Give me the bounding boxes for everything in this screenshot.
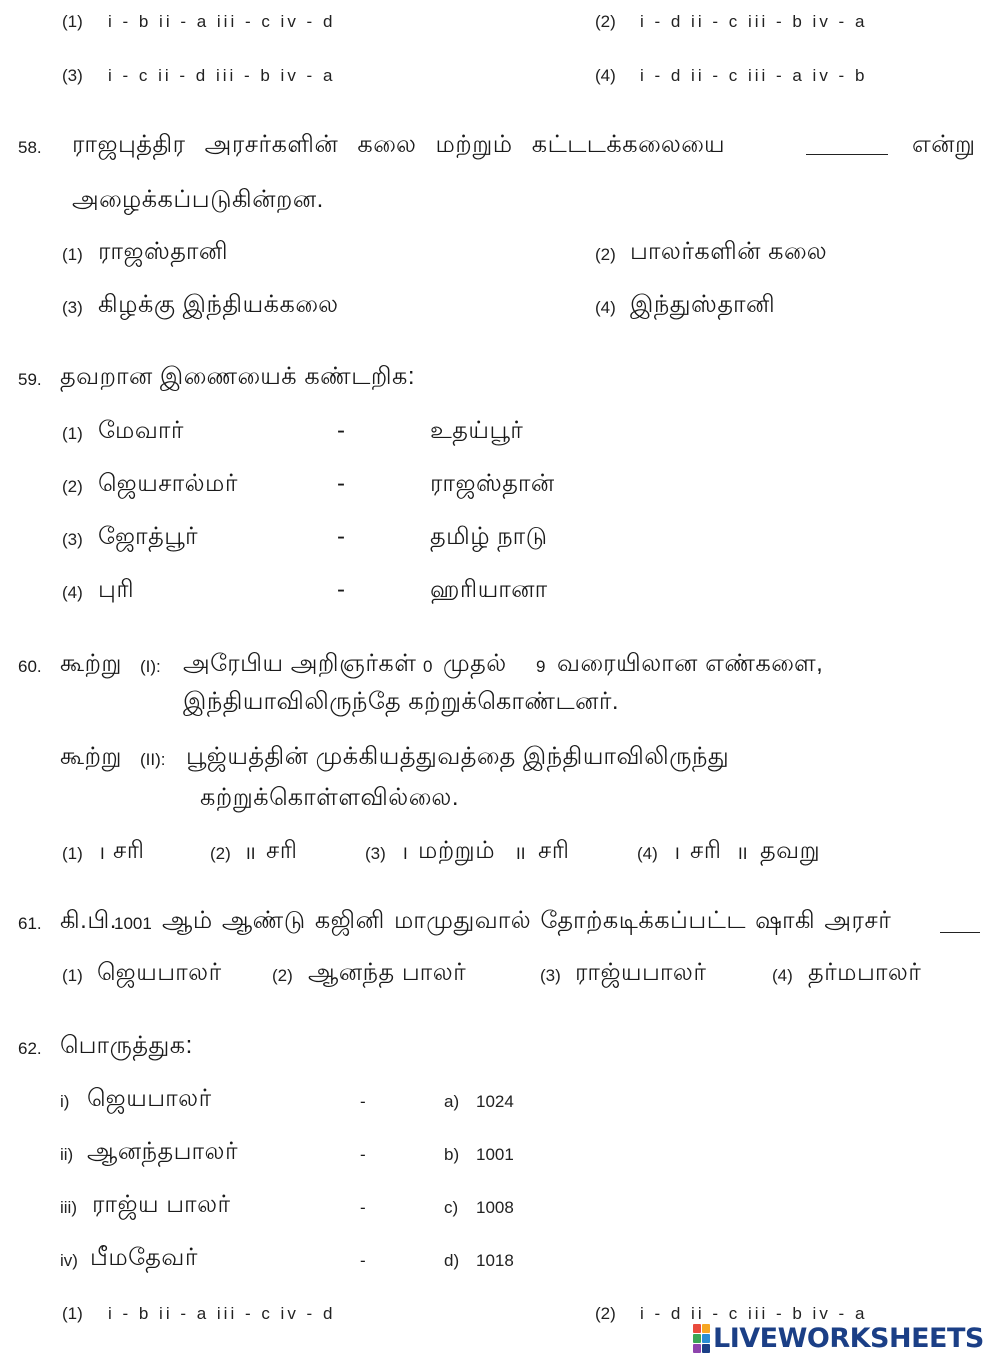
statement-2-line2: கற்றுக்கொள்ளவில்லை. xyxy=(200,784,460,811)
option-number: (4) xyxy=(595,66,616,85)
option-number: (2) xyxy=(62,477,83,496)
option-number: (1) xyxy=(62,844,83,863)
option-roman: II xyxy=(738,844,748,863)
option-text: மற்றும் xyxy=(418,837,496,864)
pair-dash: - xyxy=(337,470,346,497)
pair-dash: - xyxy=(337,523,346,550)
option-roman: I xyxy=(403,844,408,863)
option-roman: II xyxy=(516,844,526,863)
option-2[interactable]: ஆனந்த பாலர் xyxy=(308,959,467,986)
option-roman: I xyxy=(675,844,680,863)
option-4[interactable]: தர்மபாலர் xyxy=(808,959,922,986)
question-text-end: என்று xyxy=(912,131,976,158)
option-number: (4) xyxy=(772,966,793,985)
statement-label: கூற்று xyxy=(60,650,122,677)
match-left: பீமதேவர் xyxy=(90,1244,198,1271)
match-dash: - xyxy=(360,1198,366,1217)
option-number: (3) xyxy=(62,298,83,317)
statement-2-text: பூஜ்யத்தின் முக்கியத்துவத்தை இந்தியாவிலிருந்து xyxy=(186,743,730,770)
question-year: 1001 xyxy=(114,914,152,933)
option-number: (2) xyxy=(272,966,293,985)
row-index: i) xyxy=(60,1092,70,1111)
match-left: ராஜ்ய பாலர் xyxy=(92,1191,231,1218)
match-year: 1001 xyxy=(476,1145,514,1164)
match-year: 1008 xyxy=(476,1198,514,1217)
statement-1-number: 9 xyxy=(536,657,546,676)
option-roman: II xyxy=(246,844,256,863)
match-key: b) xyxy=(444,1145,460,1164)
option-number: (3) xyxy=(62,66,83,85)
option-number: (1) xyxy=(62,245,83,264)
option-number: (1) xyxy=(62,966,83,985)
option-number: (1) xyxy=(62,1304,83,1323)
row-index: iii) xyxy=(60,1198,77,1217)
answer-blank xyxy=(940,932,980,933)
match-dash: - xyxy=(360,1092,366,1111)
liveworksheets-logo-icon xyxy=(693,1324,709,1352)
question-text: ராஜபுத்திர அரசர்களின் கலை மற்றும் கட்டடக்கலையை xyxy=(72,131,726,158)
match-year: 1024 xyxy=(476,1092,514,1111)
option-number: (1) xyxy=(62,424,83,443)
option-roman: I xyxy=(100,844,105,863)
pair-left: மேவார் xyxy=(98,417,184,444)
match-dash: - xyxy=(360,1251,366,1270)
option-value: i - b ii - a iii - c iv - d xyxy=(108,12,336,31)
option-value: i - c ii - d iii - b iv - a xyxy=(108,66,336,85)
option-1[interactable]: ஜெயபாலர் xyxy=(97,959,222,986)
option-text: தவறு xyxy=(760,837,821,864)
question-text: கி.பி. xyxy=(60,907,117,934)
statement-1-text: முதல் xyxy=(443,650,507,677)
option-value: i - d ii - c iii - b iv - a xyxy=(640,1304,868,1323)
pair-right: ராஜஸ்தான் xyxy=(430,470,555,497)
match-year: 1018 xyxy=(476,1251,514,1270)
option-3[interactable]: ராஜ்யபாலர் xyxy=(575,959,707,986)
row-index: ii) xyxy=(60,1145,74,1164)
question-number: 60. xyxy=(18,657,42,676)
pair-right: ஹரியானா xyxy=(430,576,548,603)
option-value: i - d ii - c iii - a iv - b xyxy=(640,66,868,85)
option-number: (4) xyxy=(637,844,658,863)
match-left: ஆனந்தபாலர் xyxy=(87,1138,239,1165)
option-value: i - d ii - c iii - b iv - a xyxy=(640,12,868,31)
statement-1-text: வரையிலான எண்களை, xyxy=(557,650,824,677)
question-number: 58. xyxy=(18,138,42,157)
pair-left: ஜெயசால்மர் xyxy=(98,470,238,497)
question-text: பொருத்துக: xyxy=(60,1032,193,1059)
answer-blank xyxy=(806,154,888,155)
option-1[interactable]: ராஜஸ்தானி xyxy=(98,238,229,265)
statement-tag: (II): xyxy=(140,750,166,769)
match-dash: - xyxy=(360,1145,366,1164)
option-number: (4) xyxy=(62,583,83,602)
question-number: 59. xyxy=(18,370,42,389)
option-number: (2) xyxy=(595,1304,616,1323)
match-key: c) xyxy=(444,1198,459,1217)
pair-dash: - xyxy=(337,576,346,603)
question-number: 61. xyxy=(18,914,42,933)
match-key: a) xyxy=(444,1092,460,1111)
option-number: (3) xyxy=(540,966,561,985)
statement-1-number: 0 xyxy=(423,657,433,676)
option-text: சரி xyxy=(690,837,722,864)
statement-label: கூற்று xyxy=(60,743,122,770)
option-number: (3) xyxy=(365,844,386,863)
option-text: சரி xyxy=(266,837,298,864)
statement-tag: (I): xyxy=(140,657,161,676)
option-3[interactable]: கிழக்கு இந்தியக்கலை xyxy=(98,291,339,318)
statement-1-text: அரேபிய அறிஞர்கள் xyxy=(183,650,417,677)
question-number: 62. xyxy=(18,1039,42,1058)
option-number: (2) xyxy=(210,844,231,863)
match-key: d) xyxy=(444,1251,460,1270)
statement-1-line2: இந்தியாவிலிருந்தே கற்றுக்கொண்டனர். xyxy=(183,688,620,715)
pair-right: உதய்பூர் xyxy=(430,417,524,444)
option-number: (4) xyxy=(595,298,616,317)
liveworksheets-logo[interactable] xyxy=(693,1318,984,1358)
row-index: iv) xyxy=(60,1251,78,1270)
option-4[interactable]: இந்துஸ்தானி xyxy=(630,291,776,318)
liveworksheets-logo-text: LIVEWORKSHEETS xyxy=(713,1322,984,1354)
option-number: (2) xyxy=(595,12,616,31)
pair-left: ஜோத்பூர் xyxy=(98,523,199,550)
match-left: ஜெயபாலர் xyxy=(87,1085,212,1112)
pair-left: புரி xyxy=(98,576,135,603)
option-value: i - b ii - a iii - c iv - d xyxy=(108,1304,336,1323)
option-text: சரி xyxy=(538,837,570,864)
option-text: சரி xyxy=(113,837,145,864)
option-2[interactable]: பாலர்களின் கலை xyxy=(630,238,828,265)
option-number: (3) xyxy=(62,530,83,549)
question-text-line2: அழைக்கப்படுகின்றன. xyxy=(72,186,324,213)
question-text: ஆம் ஆண்டு கஜினி மாமுதுவால் தோற்கடிக்கப்பட்ட ஷாகி அரசர் xyxy=(162,907,892,934)
option-number: (1) xyxy=(62,12,83,31)
option-number: (2) xyxy=(595,245,616,264)
pair-right: தமிழ் நாடு xyxy=(430,523,548,550)
pair-dash: - xyxy=(337,417,346,444)
question-text: தவறான இணையைக் கண்டறிக: xyxy=(60,363,415,390)
